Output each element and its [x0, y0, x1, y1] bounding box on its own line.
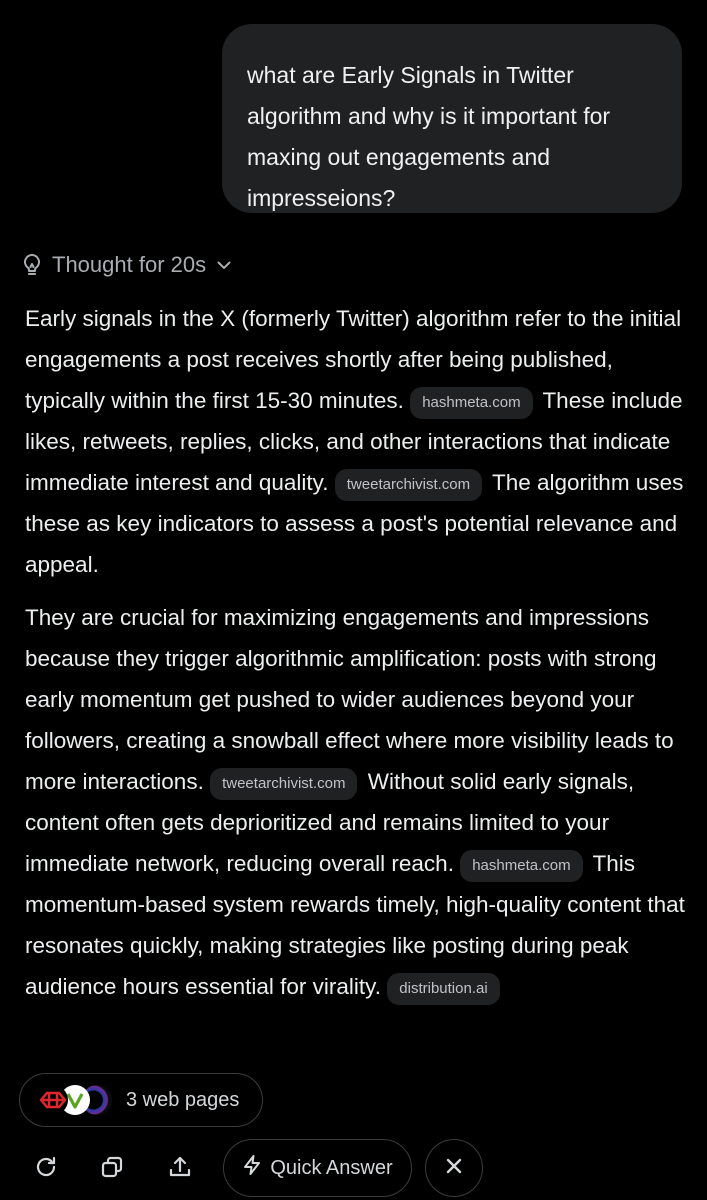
- close-icon: [444, 1156, 464, 1181]
- share-icon: [167, 1154, 193, 1185]
- answer-text: Early signals in the X (formerly Twitter) algorithm refer to the initial engagements a post receives shortly after being published, typically within the first 15-30 minutes.: [25, 306, 682, 413]
- sources-label: 3 web pages: [126, 1088, 240, 1111]
- close-button[interactable]: [425, 1139, 483, 1197]
- thought-label: Thought for 20s: [52, 252, 207, 277]
- answer-text: Without solid early signals, content often gets deprioritized and remains limited to your immediate network, reducing overall reach.: [25, 769, 635, 876]
- answer-text: They are crucial for maximizing engagements and impressions because they trigger algorithmic amplification: posts with strong early momentum get pushed to wider audiences beyond your followers, creating a snowball effect where more visibility leads to more interactions.: [25, 605, 674, 794]
- answer-text: This momentum-based system rewards timely, high-quality content that resonates quickly, making strategies like posting during peak audience hours essential for virality.: [25, 851, 685, 999]
- lightbulb-icon: [21, 253, 43, 277]
- answer-text: These include likes, retweets, replies, clicks, and other interactions that indicate immediate interest and quality.: [25, 388, 683, 495]
- copy-button[interactable]: [95, 1152, 129, 1186]
- citation-chip[interactable]: tweetarchivist.com: [335, 469, 482, 501]
- action-bar: [0, 1138, 707, 1200]
- share-button[interactable]: [163, 1152, 197, 1186]
- assistant-answer: [25, 298, 697, 1007]
- copy-icon: [99, 1154, 125, 1185]
- lightning-icon: [242, 1154, 262, 1182]
- regenerate-button[interactable]: [29, 1152, 63, 1186]
- citation-chip[interactable]: hashmeta.com: [410, 387, 532, 419]
- citation-chip[interactable]: hashmeta.com: [460, 850, 582, 882]
- citation-chip[interactable]: distribution.ai: [387, 973, 499, 1005]
- refresh-icon: [33, 1154, 59, 1185]
- user-message-bubble: [222, 24, 682, 213]
- thought-toggle[interactable]: [21, 248, 233, 282]
- quick-answer-button[interactable]: [223, 1139, 412, 1197]
- answer-paragraph-1: [25, 298, 697, 585]
- answer-paragraph-2: [25, 597, 697, 1007]
- hashmeta-favicon: [38, 1085, 68, 1115]
- citation-chip[interactable]: tweetarchivist.com: [210, 768, 357, 800]
- user-message-text: what are Early Signals in Twitter algorithm and why is it important for maxing out engagements and impresseions?: [247, 62, 611, 211]
- sources-button[interactable]: [19, 1073, 263, 1127]
- source-favicons: [38, 1085, 112, 1115]
- quick-answer-label: Quick Answer: [270, 1156, 393, 1179]
- answer-text: The algorithm uses these as key indicators to assess a post's potential relevance and appeal.: [25, 470, 684, 577]
- chevron-down-icon: [215, 256, 233, 274]
